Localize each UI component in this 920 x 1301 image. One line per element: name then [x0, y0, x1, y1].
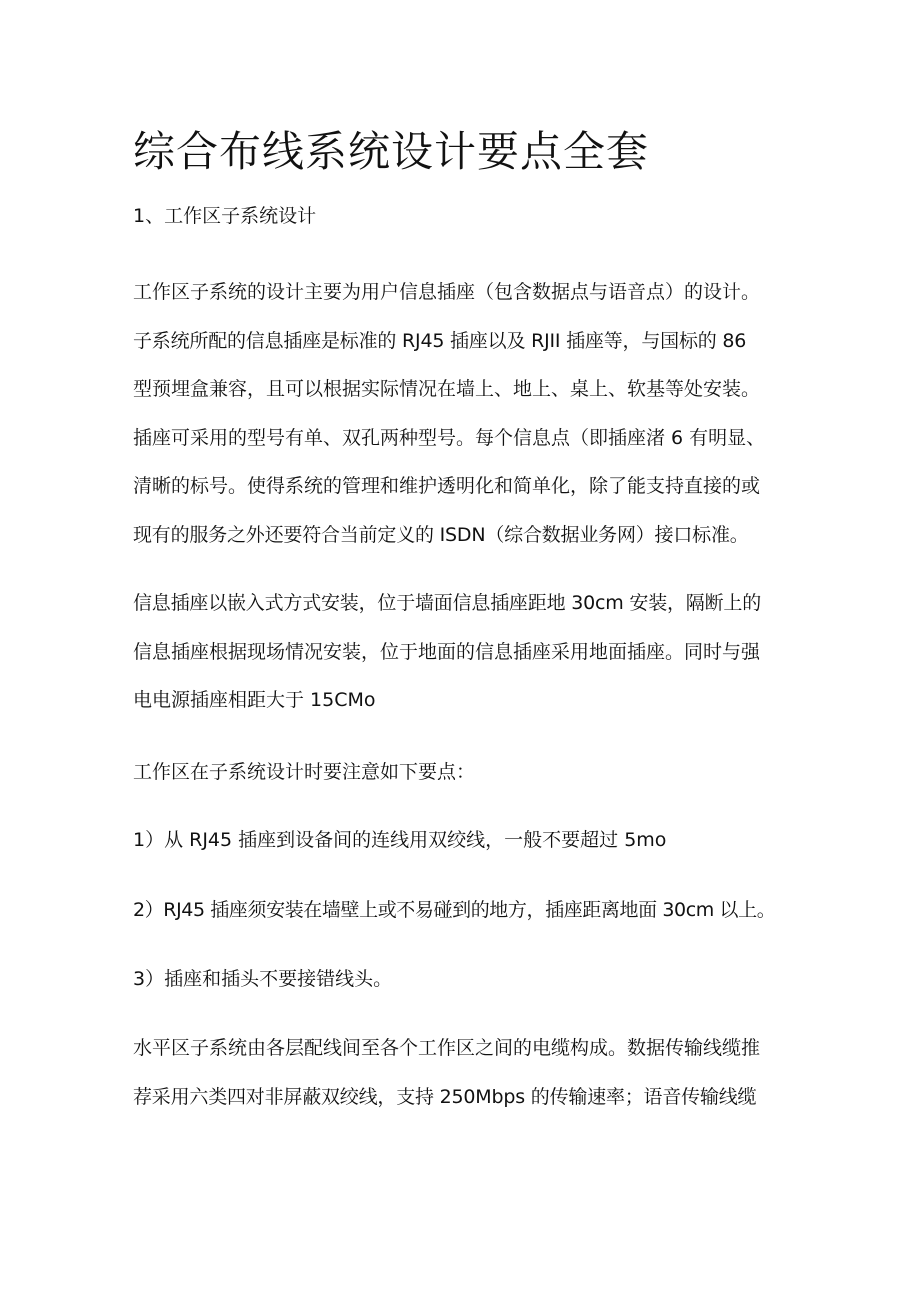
paragraph-line: 信息插座根据现场情况安装，位于地面的信息插座采用地面插座。同时与强 — [133, 640, 761, 663]
paragraph-line: 电电源插座相距大于 15CMo — [133, 689, 376, 711]
note-item-2: 2）RJ45 插座须安装在墙壁上或不易碰到的地方，插座距离地面 30cm 以上。 — [133, 899, 776, 921]
section-heading: 1、工作区子系统设计 — [133, 205, 317, 227]
paragraph-line: 现有的服务之外还要符合当前定义的 ISDN（综合数据业务网）接口标准。 — [133, 523, 749, 546]
paragraph-line: 信息插座以嵌入式方式安装，位于墙面信息插座距地 30cm 安装，隔断上的 — [133, 592, 762, 614]
paragraph-line: 荐采用六类四对非屏蔽双绞线，支持 250Mbps 的传输速率；语音传输线缆 — [133, 1085, 757, 1108]
paragraph-workarea-intro — [133, 276, 813, 567]
note-item-3: 3）插座和插头不要接错线头。 — [133, 968, 393, 990]
paragraph-line: 型预埋盒兼容，且可以根据实际情况在墙上、地上、桌上、软基等处安装。 — [133, 378, 761, 400]
document-title: 综合布线系统设计要点全套 — [133, 127, 650, 176]
paragraph-line: 插座可采用的型号有单、双孔两种型号。每个信息点（即插座渚 6 有明显、 — [133, 426, 766, 449]
paragraph-socket-installation — [133, 587, 813, 733]
paragraph-horizontal-subsystem — [133, 1032, 813, 1129]
paragraph-line: 水平区子系统由各层配线间至各个工作区之间的电缆构成。数据传输线缆推 — [133, 1037, 761, 1059]
note-item-1: 1）从 RJ45 插座到设备间的连线用双绞线，一般不要超过 5mo — [133, 829, 667, 851]
paragraph-line: 工作区子系统的设计主要为用户信息插座（包含数据点与语音点）的设计。 — [133, 281, 761, 303]
paragraph-line: 子系统所配的信息插座是标准的 RJ45 插座以及 RJII 插座等，与国标的 86 — [133, 329, 747, 352]
paragraph-line: 清晰的标号。使得系统的管理和维护透明化和简单化，除了能支持直接的或 — [133, 475, 761, 497]
notes-intro: 工作区在子系统设计时要注意如下要点： — [133, 761, 476, 783]
